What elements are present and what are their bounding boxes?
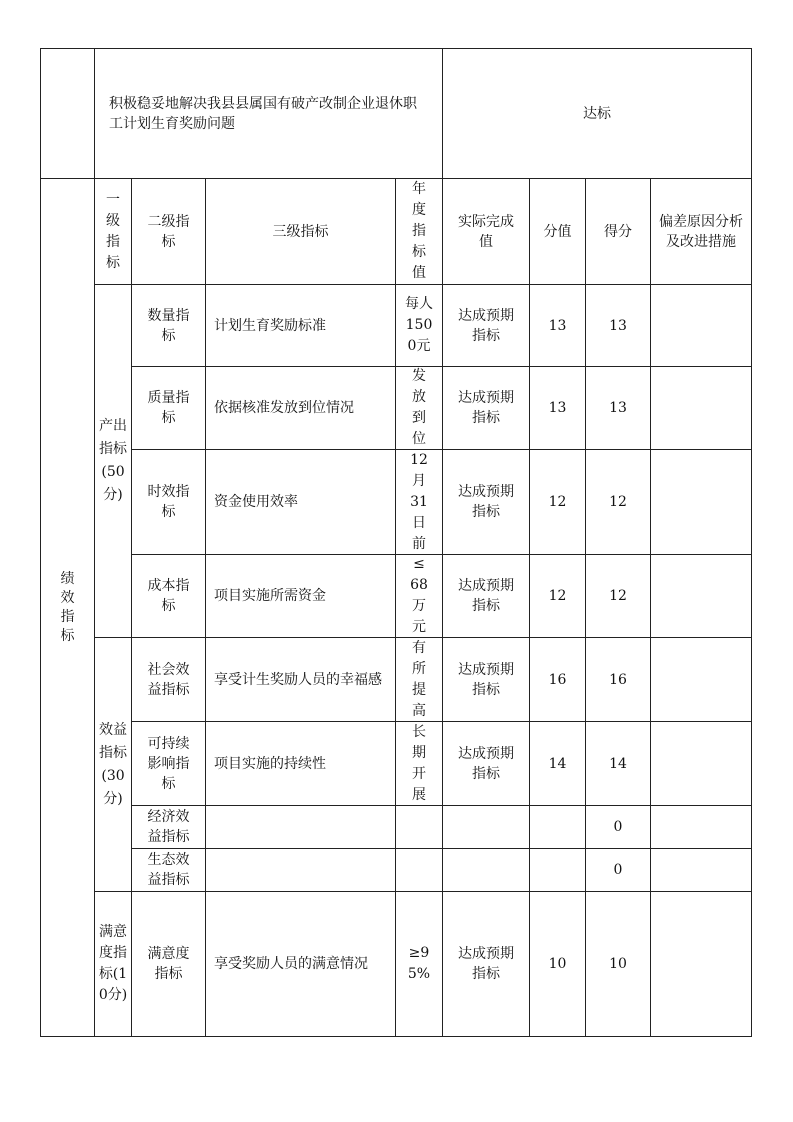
row4-annual: 有所提高 [395,637,443,722]
row4-got: 16 [585,637,651,722]
row7-got: 0 [585,848,651,892]
row5-level2: 可持续影响指标 [131,721,206,806]
row2-annual: 12月31日前 [395,449,443,555]
row0-level3: 计划生育奖励标准 [205,284,396,367]
row7-annual [395,848,443,892]
row7-level3 [205,848,396,892]
row4-actual: 达成预期指标 [442,637,530,722]
row3-got: 12 [585,554,651,638]
row1-level3: 依据核准发放到位情况 [205,366,396,450]
row6-score [529,805,586,849]
row3-annual: ≤68万元 [395,554,443,638]
row6-level3 [205,805,396,849]
row0-reason [650,284,752,367]
row0-score: 13 [529,284,586,367]
row4-level2: 社会效益指标 [131,637,206,722]
row6-annual [395,805,443,849]
row3-score: 12 [529,554,586,638]
side-label-cell [40,178,95,1037]
row1-score: 13 [529,366,586,450]
row4-level3: 享受计生奖励人员的幸福感 [205,637,396,722]
row0-level2: 数量指标 [131,284,206,367]
row7-actual [442,848,530,892]
goal-text: 积极稳妥地解决我县县属国有破产改制企业退休职工计划生育奖励问题 [109,95,417,132]
row6-level2: 经济效益指标 [131,805,206,849]
row2-score: 12 [529,449,586,555]
goal-status-cell [442,48,752,179]
row2-level2: 时效指标 [131,449,206,555]
row8-score: 10 [529,891,586,1037]
row5-reason [650,721,752,806]
row2-got: 12 [585,449,651,555]
row3-level3: 项目实施所需资金 [205,554,396,638]
row5-got: 14 [585,721,651,806]
row8-reason [650,891,752,1037]
row2-level3: 资金使用效率 [205,449,396,555]
row0-got: 13 [585,284,651,367]
row3-actual: 达成预期指标 [442,554,530,638]
row1-actual: 达成预期指标 [442,366,530,450]
row2-actual: 达成预期指标 [442,449,530,555]
row4-score: 16 [529,637,586,722]
row1-got: 13 [585,366,651,450]
row7-score [529,848,586,892]
row7-level2: 生态效益指标 [131,848,206,892]
header-got: 得分 [585,178,651,285]
side-label: 绩效指标 [60,570,75,644]
row8-level3: 享受奖励人员的满意情况 [205,891,396,1037]
group-benefit: 效益指标(30分) [94,637,132,892]
row3-reason [650,554,752,638]
row0-actual: 达成预期指标 [442,284,530,367]
header-level2: 二级指标 [131,178,206,285]
row8-annual: ≥95% [395,891,443,1037]
group-output: 产出指标(50分) [94,284,132,638]
header-level1: 一级指标 [94,178,132,285]
row7-reason [650,848,752,892]
row3-level2: 成本指标 [131,554,206,638]
row4-reason [650,637,752,722]
header-reason: 偏差原因分析及改进措施 [650,178,752,285]
header-level3: 三级指标 [205,178,396,285]
row5-annual: 长期开展 [395,721,443,806]
row1-reason [650,366,752,450]
goal-text-cell [94,48,443,179]
goal-status: 达标 [583,105,611,122]
header-actual: 实际完成值 [442,178,530,285]
top-left-blank-cell [40,48,95,179]
row2-reason [650,449,752,555]
row6-got: 0 [585,805,651,849]
group-satisfaction: 满意度指标(10分) [94,891,132,1037]
row1-annual: 发放到位 [395,366,443,450]
row5-actual: 达成预期指标 [442,721,530,806]
row8-got: 10 [585,891,651,1037]
header-score: 分值 [529,178,586,285]
row6-actual [442,805,530,849]
header-annual: 年度指标值 [395,178,443,285]
row5-score: 14 [529,721,586,806]
row6-reason [650,805,752,849]
row5-level3: 项目实施的持续性 [205,721,396,806]
row1-level2: 质量指标 [131,366,206,450]
row8-actual: 达成预期指标 [442,891,530,1037]
row8-level2: 满意度指标 [131,891,206,1037]
row0-annual: 每人1500元 [395,284,443,367]
